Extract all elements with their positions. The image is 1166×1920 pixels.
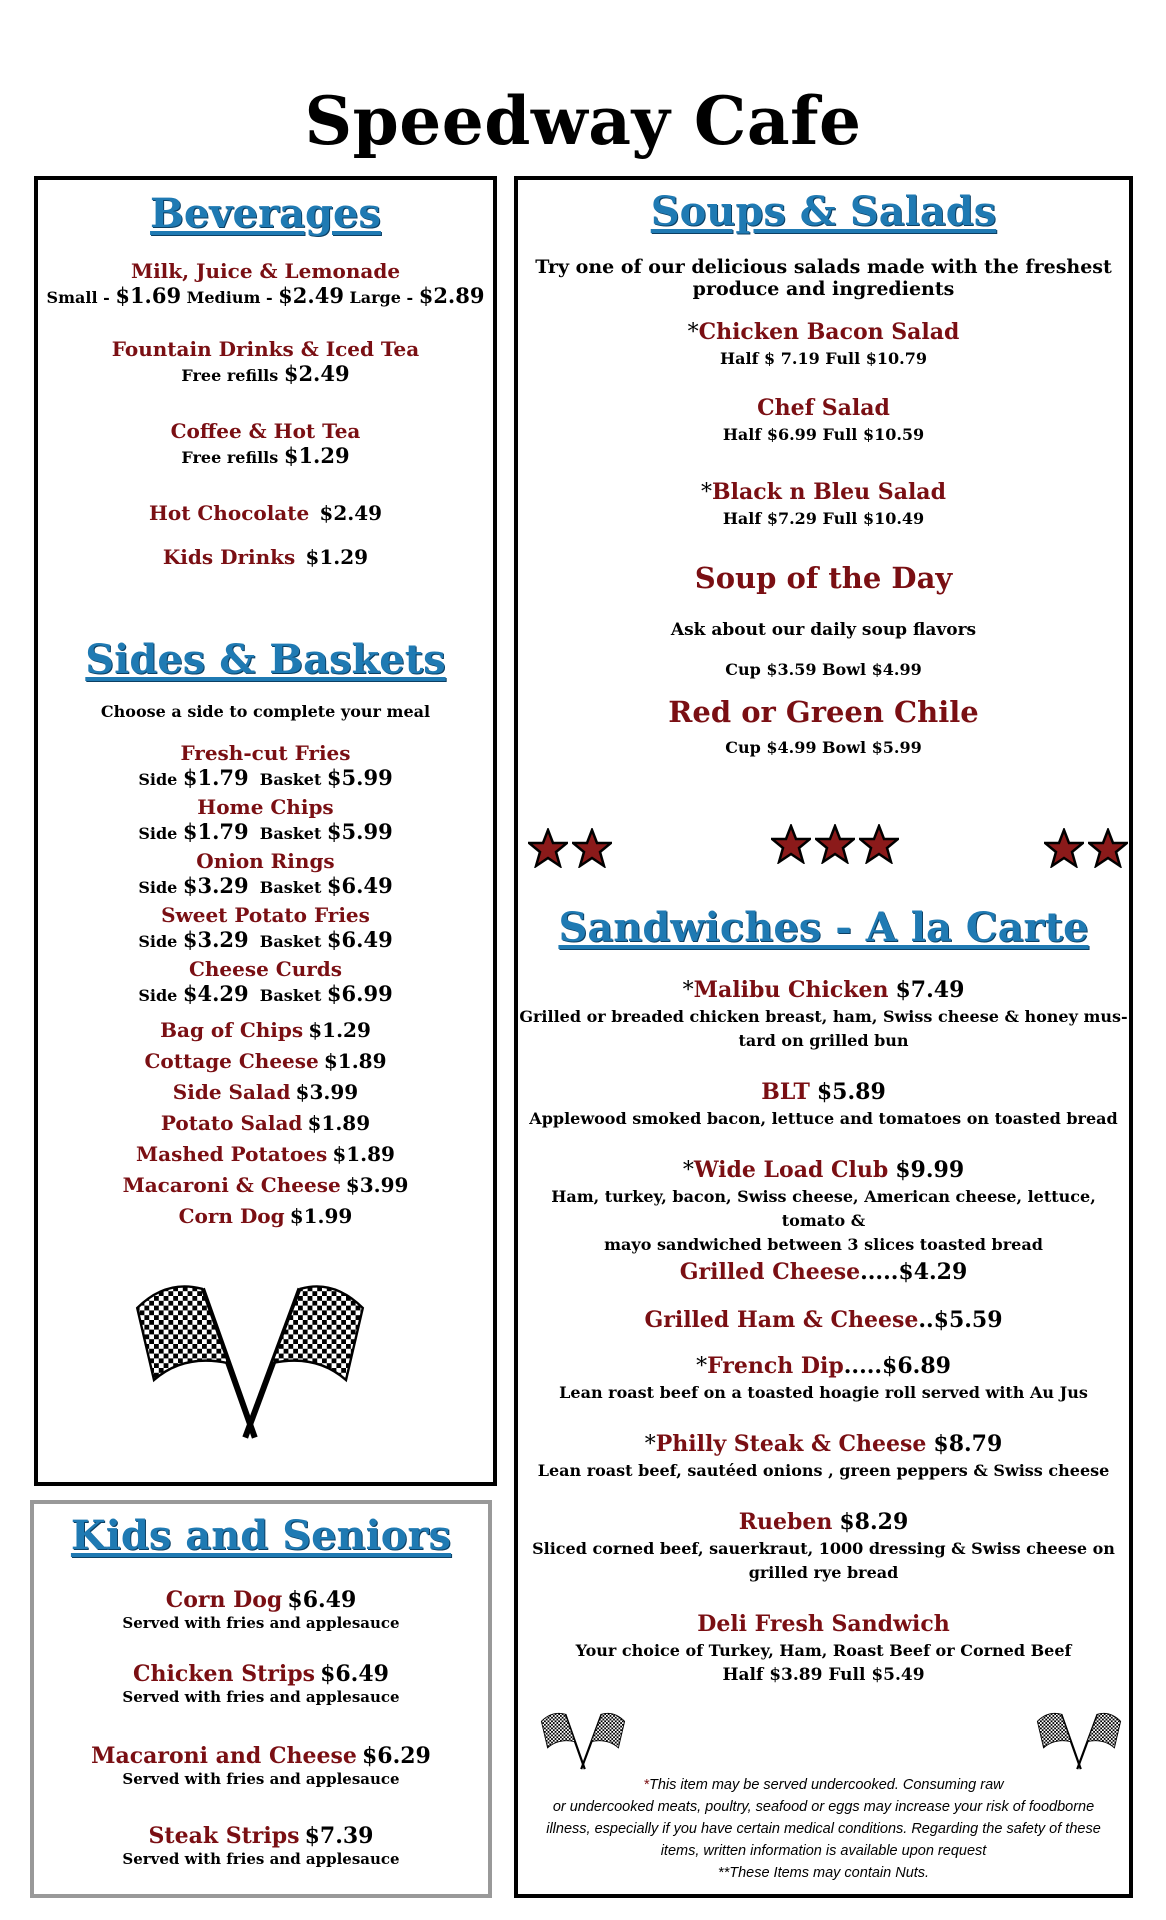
bev-item-kids-drinks: Kids Drinks $1.29 <box>162 545 369 569</box>
list-item: *Philly Steak & Cheese $8.79 Lean roast beef, sautéed onions , green peppers & Swiss cheese <box>537 1431 1110 1480</box>
star-icon <box>815 824 855 864</box>
checkered-flags-icon <box>538 1708 628 1770</box>
soups-heading: Soups & Salads <box>650 188 997 235</box>
star-divider-center <box>771 824 899 864</box>
list-item: Home Chips Side $1.79 Basket $5.99 <box>138 795 393 844</box>
sides-heading: Sides & Baskets <box>85 636 446 683</box>
bev-item-fountain: Fountain Drinks & Iced Tea Free refills $2.49 <box>111 337 420 386</box>
sides-single-list <box>38 1016 493 1233</box>
list-item: Chicken Strips $6.49 Served with fries and applesauce <box>122 1661 400 1706</box>
sandwiches-heading: Sandwiches - A la Carte <box>558 904 1089 951</box>
bev-item-milk: Milk, Juice & Lemonade Small - $1.69 Medium - $2.49 Large - $2.89 <box>46 259 485 308</box>
bev-item-coffee: Coffee & Hot Tea Free refills $1.29 <box>170 419 361 468</box>
bev-item-hot-chocolate: Hot Chocolate $2.49 <box>148 501 383 525</box>
chile-prices: Cup $4.99 Bowl $5.99 <box>725 738 922 757</box>
list-item: BLT $5.89 Applewood smoked bacon, lettuce and tomatoes on toasted bread <box>529 1079 1118 1128</box>
sides-intro: Choose a side to complete your meal <box>100 702 431 721</box>
list-item: Rueben $8.29 Sliced corned beef, sauerkraut, 1000 dressing & Swiss cheese on grilled rye bread <box>532 1509 1115 1582</box>
list-item: Bag of Chips $1.29 <box>160 1018 371 1042</box>
list-item: Chef Salad Half $6.99 Full $10.59 <box>722 395 925 444</box>
soup-prices: Cup $3.59 Bowl $4.99 <box>725 660 922 679</box>
list-item: Sweet Potato Fries Side $3.29 Basket $6.49 <box>138 903 393 952</box>
list-item: *Chicken Bacon Salad Half $ 7.19 Full $10.79 <box>687 319 960 368</box>
list-item: Corn Dog $1.99 <box>178 1204 353 1228</box>
disclaimer: *This item may be served undercooked. Consuming raw or undercooked meats, poultry, seafood or eggs may increase your risk of foodborne illness, especially if you have certain medical conditions. Regarding the safety of these items, written information is available upon request **These Items may contain Nuts. <box>546 1777 1101 1881</box>
soup-of-day-title: Soup of the Day <box>694 561 953 595</box>
beverages-sides-panel <box>34 176 497 1486</box>
sides-basket-list <box>38 740 493 1008</box>
list-item: Potato Salad $1.89 <box>160 1111 371 1135</box>
soup-note: Ask about our daily soup flavors <box>670 620 977 640</box>
list-item: Grilled Cheese.....$4.29 <box>679 1259 968 1285</box>
list-item: *Black n Bleu Salad Half $7.29 Full $10.49 <box>701 479 946 528</box>
star-icon <box>572 828 612 868</box>
list-item: Deli Fresh Sandwich Your choice of Turkey, Ham, Roast Beef or Corned Beef Half $3.89 Full $5.49 <box>575 1611 1072 1685</box>
list-item: Steak Strips $7.39 Served with fries and applesauce <box>122 1823 400 1868</box>
list-item: Macaroni and Cheese $6.29 Served with fries and applesauce <box>91 1743 431 1788</box>
list-item: Macaroni & Cheese $3.99 <box>122 1173 409 1197</box>
list-item: Mashed Potatoes $1.89 <box>136 1142 395 1166</box>
kids-seniors-panel <box>30 1500 492 1898</box>
checkered-flags-icon <box>1034 1708 1124 1770</box>
list-item: Side Salad $3.99 <box>172 1080 359 1104</box>
list-item: *French Dip.....$6.89 Lean roast beef on a toasted hoagie roll served with Au Jus <box>559 1353 1088 1402</box>
star-icon <box>859 824 899 864</box>
soups-sandwiches-panel <box>514 176 1133 1898</box>
page-title: Speedway Cafe <box>304 82 862 160</box>
star-icon <box>1044 828 1084 868</box>
beverages-heading: Beverages <box>150 190 381 237</box>
list-item: *Malibu Chicken $7.49 Grilled or breaded chicken breast, ham, Swiss cheese & honey mus- tard on grilled bun <box>519 977 1128 1050</box>
list-item: Grilled Ham & Cheese..$5.59 <box>644 1307 1003 1333</box>
checkered-flags-icon <box>130 1272 370 1440</box>
kids-heading: Kids and Seniors <box>70 1512 452 1559</box>
list-item: Corn Dog $6.49 Served with fries and applesauce <box>122 1587 400 1632</box>
list-item: Cottage Cheese $1.89 <box>144 1049 387 1073</box>
star-divider-left <box>528 828 612 868</box>
soups-intro: Try one of our delicious salads made with the freshest produce and ingredients <box>535 256 1112 300</box>
list-item: Onion Rings Side $3.29 Basket $6.49 <box>138 849 393 898</box>
star-icon <box>771 824 811 864</box>
list-item: *Wide Load Club $9.99 Ham, turkey, bacon, Swiss cheese, American cheese, lettuce, tomato & mayo sandwiched between 3 slices toasted bread <box>551 1157 1096 1254</box>
star-icon <box>528 828 568 868</box>
list-item: Cheese Curds Side $4.29 Basket $6.99 <box>138 957 393 1006</box>
chile-title: Red or Green Chile <box>668 695 979 729</box>
list-item: Fresh-cut Fries Side $1.79 Basket $5.99 <box>138 741 393 790</box>
star-icon <box>1088 828 1128 868</box>
star-divider-right <box>1044 828 1128 868</box>
